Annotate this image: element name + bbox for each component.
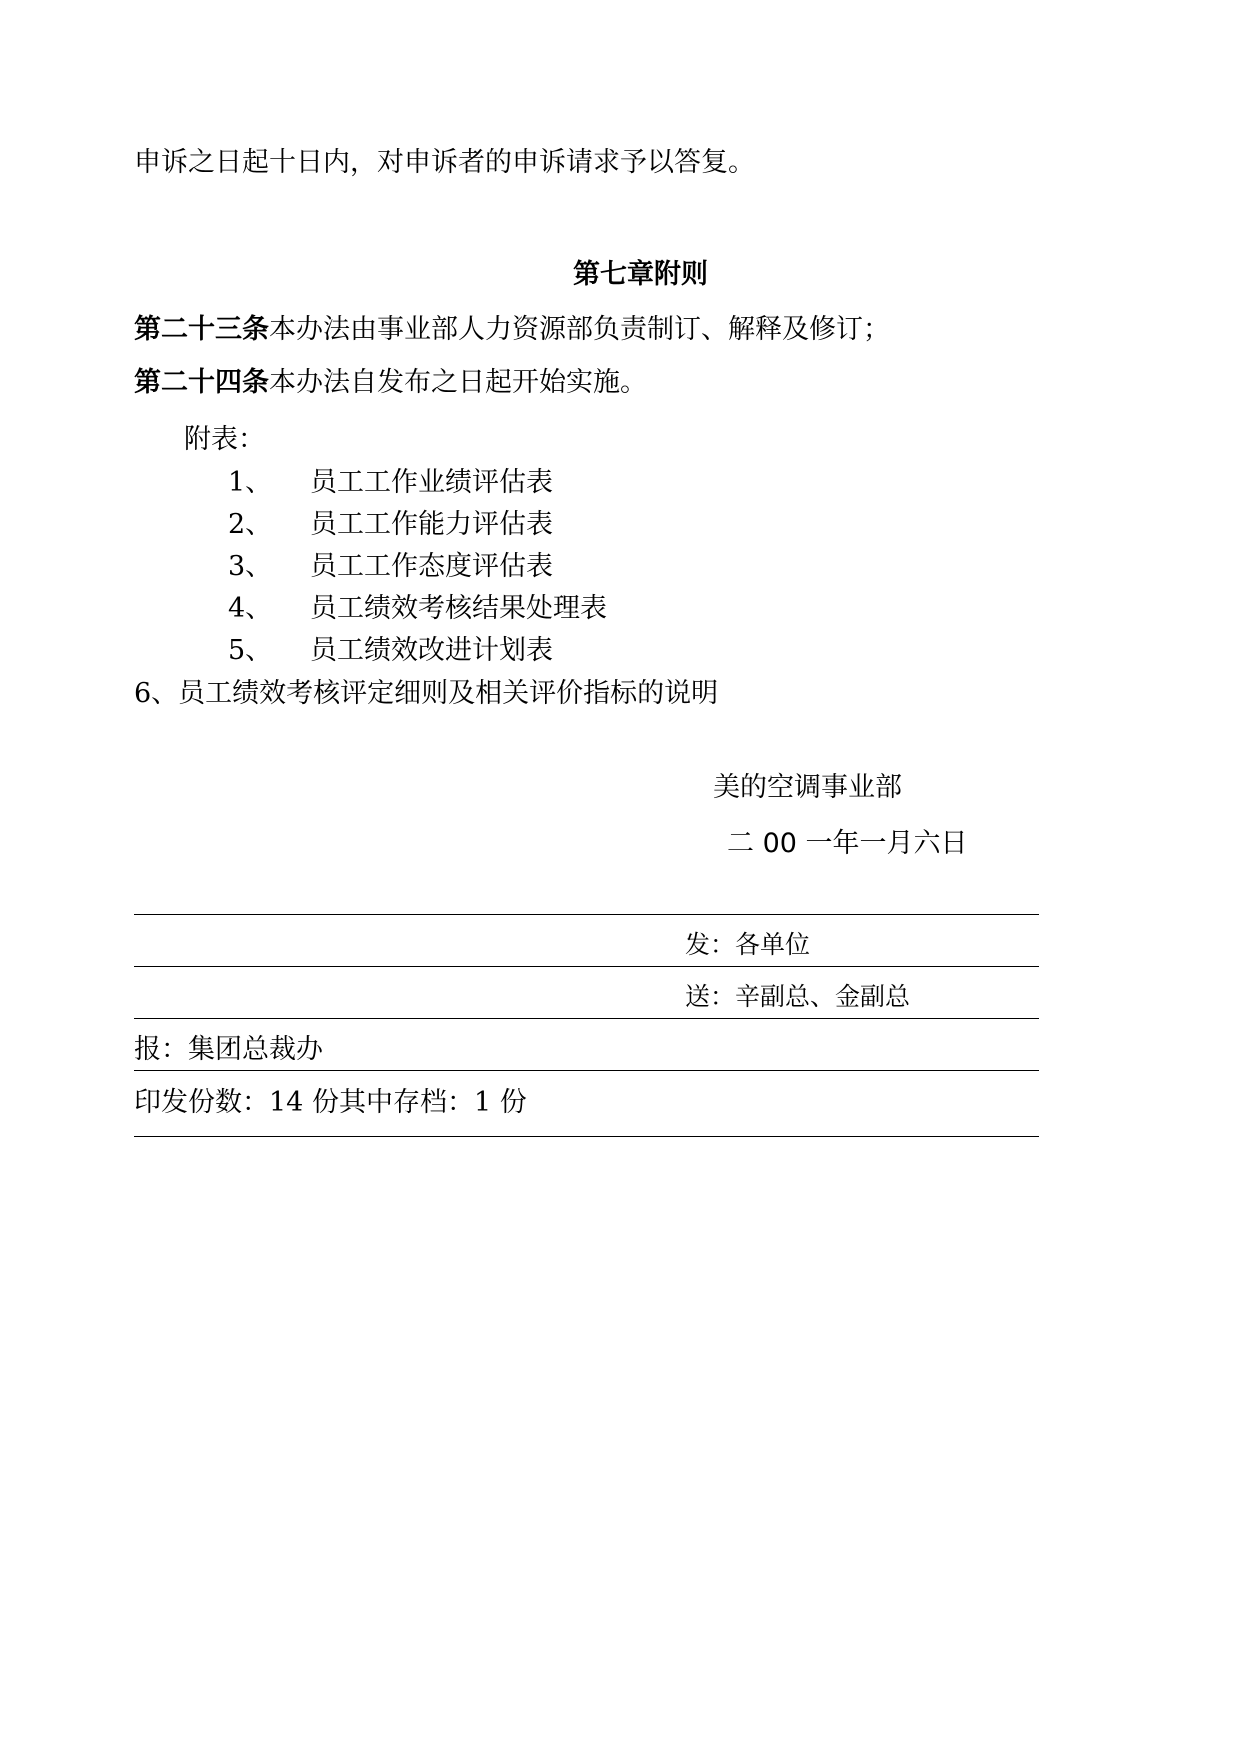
distribution-copies: 印发份数：14 份其中存档：1 份 bbox=[134, 1087, 527, 1118]
attachment-item-1-text: 员工工作业绩评估表 bbox=[310, 467, 553, 498]
article-24-label: 第二十四条 bbox=[134, 367, 269, 398]
signature-org: 美的空调事业部 bbox=[713, 772, 902, 803]
article-23 bbox=[134, 313, 890, 347]
distribution-report: 报：集团总裁办 bbox=[134, 1034, 323, 1065]
attachment-item-3-text: 员工工作态度评估表 bbox=[310, 551, 553, 582]
article-23-label: 第二十三条 bbox=[134, 314, 269, 345]
intro-line: 申诉之日起十日内，对申诉者的申诉请求予以答复。 bbox=[134, 147, 755, 178]
attachment-item-2-text: 员工工作能力评估表 bbox=[310, 509, 553, 540]
article-24-text: 本办法自发布之日起开始实施。 bbox=[269, 367, 647, 398]
attachment-item-6: 6、员工绩效考核评定细则及相关评价指标的说明 bbox=[134, 678, 719, 709]
attachment-item-4-text: 员工绩效考核结果处理表 bbox=[310, 593, 607, 624]
rule-4 bbox=[134, 1070, 1039, 1071]
rule-bottom bbox=[134, 1136, 1039, 1137]
rule-2 bbox=[134, 966, 1039, 967]
chapter-title: 第七章附则 bbox=[573, 259, 708, 290]
rule-3 bbox=[134, 1018, 1039, 1019]
signature-date: 二 00 一年一月六日 bbox=[727, 828, 968, 859]
attachment-item-5-num: 5、 bbox=[228, 635, 273, 666]
attachment-item-3-num: 3、 bbox=[228, 551, 273, 582]
distribution-copy: 送：辛副总、金副总 bbox=[685, 982, 911, 1011]
attachment-item-4-num: 4、 bbox=[228, 593, 273, 624]
attachment-item-1-num: 1、 bbox=[228, 467, 273, 498]
attachments-heading: 附表： bbox=[184, 424, 265, 455]
attachment-item-5-text: 员工绩效改进计划表 bbox=[310, 635, 553, 666]
article-23-text: 本办法由事业部人力资源部负责制订、解释及修订； bbox=[269, 314, 890, 345]
rule-top bbox=[134, 914, 1039, 915]
attachment-item-2-num: 2、 bbox=[228, 509, 273, 540]
article-24 bbox=[134, 366, 647, 400]
distribution-send: 发：各单位 bbox=[685, 930, 811, 959]
